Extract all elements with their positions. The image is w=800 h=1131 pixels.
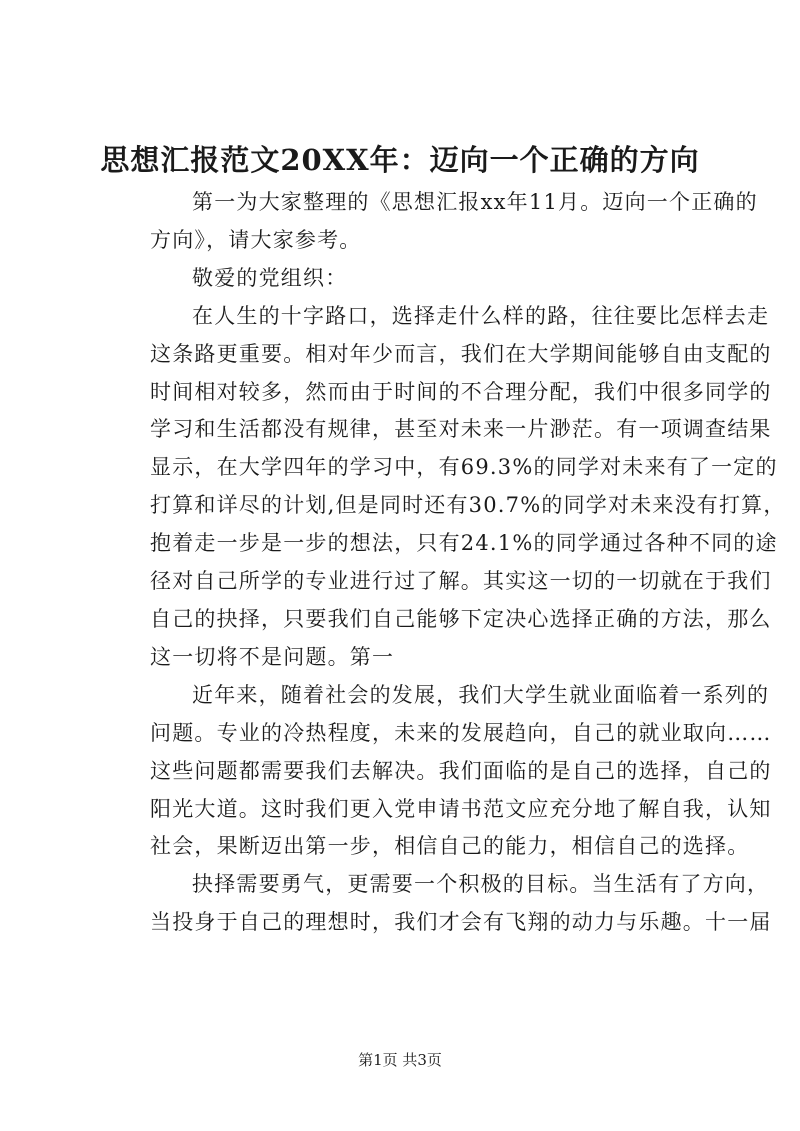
text-line: 显示，在大学四年的学习中，有69.3%的同学对未来有了一定的 — [150, 455, 778, 480]
text-line: 这些问题都需要我们去解决。我们面临的是自己的选择，自己的 — [150, 758, 772, 783]
text-line: 方向》，请大家参考。 — [150, 227, 362, 252]
text-line: 这一切将不是问题。第一 — [150, 644, 395, 669]
text-line: 当投身于自己的理想时，我们才会有飞翔的动力与乐趣。十一届 — [150, 910, 772, 935]
text-line: 抱着走一步是一步的想法，只有24.1%的同学通过各种不同的途 — [150, 531, 778, 556]
text-line: 这条路更重要。相对年少而言，我们在大学期间能够自由支配的 — [150, 341, 772, 366]
text-line: 问题。专业的冷热程度，未来的发展趋向，自己的就业取向…… — [150, 720, 772, 745]
text-line: 第一为大家整理的《思想汇报xx年11月。迈向一个正确的 — [192, 190, 758, 214]
page-footer: 第1页 共3页 — [358, 1051, 442, 1069]
text-line: 近年来，随着社会的发展，我们大学生就业面临着一系列的 — [192, 682, 770, 707]
text-line: 学习和生活都没有规律，甚至对未来一片渺茫。有一项调查结果 — [150, 417, 772, 442]
text-line: 自己的抉择，只要我们自己能够下定决心选择正确的方法，那么 — [150, 606, 772, 631]
paragraph-salutation — [108, 260, 702, 298]
text-line: 敬爱的党组织： — [192, 265, 348, 290]
paragraph-intro — [108, 184, 758, 260]
text-line: 时间相对较多，然而由于时间的不合理分配，我们中很多同学的 — [150, 379, 772, 404]
paragraph-body-3 — [108, 866, 772, 942]
text-line: 社会，果断迈出第一步，相信自己的能力，相信自己的选择。 — [150, 834, 750, 859]
document-body — [108, 184, 786, 942]
paragraph-body-2 — [108, 677, 772, 867]
text-line: 在人生的十字路口，选择走什么样的路，往往要比怎样去走 — [192, 303, 770, 328]
text-line: 径对自己所学的专业进行过了解。其实这一切的一切就在于我们 — [150, 569, 772, 594]
text-line: 抉择需要勇气，更需要一个积极的目标。当生活有了方向， — [192, 872, 770, 897]
text-line: 打算和详尽的计划,但是同时还有30.7%的同学对未来没有打算， — [150, 493, 786, 518]
text-line: 阳光大道。这时我们更入党申请书范文应充分地了解自我，认知 — [150, 796, 772, 821]
paragraph-body-1 — [108, 298, 786, 677]
document-title: 思想汇报范文20XX年：迈向一个正确的方向 — [100, 143, 700, 177]
